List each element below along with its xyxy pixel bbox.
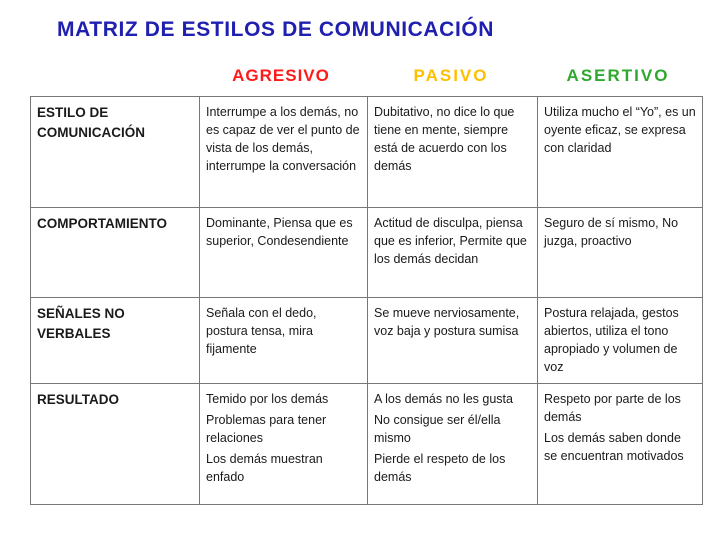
row-label: RESULTADO (31, 384, 200, 505)
cell-text: Dubitativo, no dice lo que tiene en mente, siempre está de acuerdo con los demás (374, 105, 515, 173)
cell-agresivo (200, 208, 368, 298)
cell-pasivo (368, 97, 538, 208)
cell-text: Postura relajada, gestos abiertos, utiliza el tono apropiado y volumen de voz (544, 306, 679, 374)
cell-text: Respeto por parte de los demás (544, 392, 681, 424)
row-label: COMPORTAMIENTO (31, 208, 200, 298)
cell-text: Problemas para tener relaciones (206, 413, 327, 445)
page-title: MATRIZ DE ESTILOS DE COMUNICACIÓN (57, 18, 495, 41)
cell-text: Dominante, Piensa que es superior, Condesendiente (206, 216, 353, 248)
cell-asertivo (538, 208, 703, 298)
cell-asertivo (538, 298, 703, 384)
cell-text: Los demás saben donde se encuentran motivados (544, 431, 684, 463)
cell-text: Utiliza mucho el “Yo”, es un oyente eficaz, se expresa con claridad (544, 105, 696, 155)
cell-pasivo (368, 384, 538, 505)
cell-text: No consigue ser él/ella mismo (374, 413, 501, 445)
cell-text: Seguro de sí mismo, No juzga, proactivo (544, 216, 679, 248)
column-header-pasivo: PASIVO (413, 66, 489, 85)
cell-asertivo (538, 97, 703, 208)
table-row (31, 208, 703, 298)
cell-text: Temido por los demás (206, 392, 329, 406)
cell-text: A los demás no les gusta (374, 392, 513, 406)
cell-agresivo (200, 97, 368, 208)
column-header-agresivo: AGRESIVO (232, 66, 330, 85)
cell-pasivo (368, 298, 538, 384)
table-row (31, 384, 703, 505)
communication-matrix-table (30, 96, 703, 505)
column-header-asertivo: ASERTIVO (566, 66, 670, 85)
cell-text: Señala con el dedo, postura tensa, mira fijamente (206, 306, 317, 356)
cell-text: Actitud de disculpa, piensa que es inferior, Permite que los demás decidan (374, 216, 527, 266)
cell-text: Los demás muestran enfado (206, 452, 323, 484)
table-row (31, 97, 703, 208)
cell-pasivo (368, 208, 538, 298)
cell-text: Pierde el respeto de los demás (374, 452, 506, 484)
cell-agresivo (200, 298, 368, 384)
table-row (31, 298, 703, 384)
cell-agresivo (200, 384, 368, 505)
row-label: ESTILO DE COMUNICACIÓN (31, 97, 200, 208)
row-label: SEÑALES NO VERBALES (31, 298, 200, 384)
cell-asertivo (538, 384, 703, 505)
cell-text: Interrumpe a los demás, no es capaz de ver el punto de vista de los demás, interrumpe la conversación (206, 105, 360, 173)
cell-text: Se mueve nerviosamente, voz baja y postura sumisa (374, 306, 520, 338)
